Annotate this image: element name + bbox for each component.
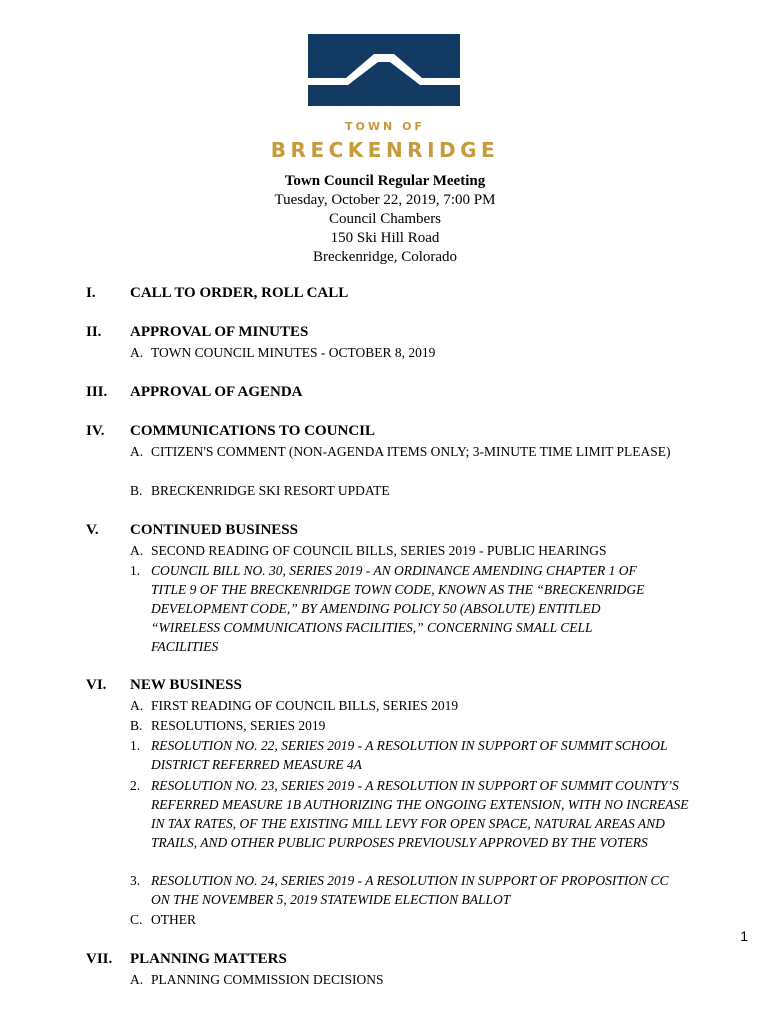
agenda-item bbox=[130, 736, 670, 774]
item-marker: A. bbox=[130, 543, 144, 558]
item-marker: A. bbox=[130, 345, 144, 360]
item-marker: C. bbox=[130, 912, 143, 927]
agenda-item bbox=[130, 481, 690, 500]
item-text: BRECKENRIDGE SKI RESORT UPDATE bbox=[151, 483, 390, 498]
section-number: II. bbox=[86, 324, 102, 340]
section-number: I. bbox=[86, 285, 96, 301]
item-marker: 1. bbox=[130, 563, 141, 578]
item-text: RESOLUTIONS, SERIES 2019 bbox=[151, 718, 326, 733]
section-number: V. bbox=[86, 522, 99, 538]
item-marker: 2. bbox=[130, 778, 141, 793]
item-text: OTHER bbox=[151, 912, 196, 927]
agenda-item bbox=[130, 541, 690, 560]
agenda-item bbox=[130, 970, 690, 989]
agenda-item bbox=[130, 716, 690, 735]
agenda-item bbox=[130, 910, 690, 929]
item-marker: B. bbox=[130, 718, 143, 733]
meeting-date: Tuesday, October 22, 2019, 7:00 PM bbox=[274, 192, 496, 208]
breckenridge-logo bbox=[308, 34, 460, 106]
section-title: CALL TO ORDER, ROLL CALL bbox=[130, 285, 349, 301]
section-title: NEW BUSINESS bbox=[130, 677, 242, 693]
agenda-item bbox=[130, 696, 690, 715]
section-title: APPROVAL OF MINUTES bbox=[130, 324, 309, 340]
item-text: COUNCIL BILL NO. 30, SERIES 2019 - AN ORDINANCE AMENDING CHAPTER 1 OF TITLE 9 OF THE BRECKENRIDGE TOWN CODE, KNOWN AS THE “BRECKENRIDGE DEVELOPMENT CODE,” BY AMENDING POLICY 50 (ABSOLUTE) ENTITLED “WIRELESS COMMUNICATIONS FACILITIES,” CONCERNING SMALL CELL FACILITIES bbox=[151, 563, 645, 654]
section-number: VII. bbox=[86, 951, 113, 967]
item-marker: B. bbox=[130, 483, 143, 498]
item-text: PLANNING COMMISSION DECISIONS bbox=[151, 972, 384, 987]
meeting-title: Town Council Regular Meeting bbox=[284, 173, 486, 189]
section-title: APPROVAL OF AGENDA bbox=[130, 384, 303, 400]
section-title: PLANNING MATTERS bbox=[130, 951, 287, 967]
section-title: COMMUNICATIONS TO COUNCIL bbox=[130, 423, 376, 439]
item-text: RESOLUTION NO. 22, SERIES 2019 - A RESOLUTION IN SUPPORT OF SUMMIT SCHOOL DISTRICT REFERRED MEASURE 4A bbox=[151, 738, 668, 772]
item-text: FIRST READING OF COUNCIL BILLS, SERIES 2019 bbox=[151, 698, 459, 713]
agenda-item bbox=[130, 343, 690, 362]
item-marker: A. bbox=[130, 698, 144, 713]
item-text: CITIZEN'S COMMENT (NON-AGENDA ITEMS ONLY; 3-MINUTE TIME LIMIT PLEASE) bbox=[151, 444, 671, 459]
item-text: RESOLUTION NO. 23, SERIES 2019 - A RESOLUTION IN SUPPORT OF SUMMIT COUNTY’S REFERRED MEASURE 1B AUTHORIZING THE ONGOING EXTENSION, WITH NO INCREASE IN TAX RATES, OF THE EXISTING MILL LEVY FOR OPEN SPACE, NATURAL AREAS AND TRAILS, AND OTHER PUBLIC PURPOSES PREVIOUSLY APPROVED BY THE VOTERS bbox=[151, 778, 689, 850]
meeting-header bbox=[0, 172, 770, 267]
item-marker: 1. bbox=[130, 738, 141, 753]
logo-wordmark: BRECKENRIDGE bbox=[270, 138, 500, 162]
section-number: III. bbox=[86, 384, 108, 400]
item-text: RESOLUTION NO. 24, SERIES 2019 - A RESOLUTION IN SUPPORT OF PROPOSITION CC ON THE NOVEMBER 5, 2019 STATEWIDE ELECTION BALLOT bbox=[151, 873, 669, 907]
meeting-location: Council Chambers bbox=[328, 211, 442, 227]
section-number: VI. bbox=[86, 677, 107, 693]
agenda-item bbox=[130, 442, 690, 461]
section-number: IV. bbox=[86, 423, 105, 439]
agenda-item bbox=[130, 871, 690, 909]
section-title: CONTINUED BUSINESS bbox=[130, 522, 298, 538]
meeting-city: Breckenridge, Colorado bbox=[312, 249, 458, 265]
agenda-item bbox=[130, 776, 690, 852]
logo-town-of: TOWN OF bbox=[345, 120, 425, 133]
item-marker: 3. bbox=[130, 873, 141, 888]
page-number: 1 bbox=[740, 928, 748, 944]
meeting-address: 150 Ski Hill Road bbox=[330, 230, 440, 246]
item-marker: A. bbox=[130, 972, 144, 987]
item-text: SECOND READING OF COUNCIL BILLS, SERIES 2019 - PUBLIC HEARINGS bbox=[151, 543, 607, 558]
agenda-item bbox=[130, 561, 650, 656]
item-marker: A. bbox=[130, 444, 144, 459]
item-text: TOWN COUNCIL MINUTES - OCTOBER 8, 2019 bbox=[151, 345, 436, 360]
